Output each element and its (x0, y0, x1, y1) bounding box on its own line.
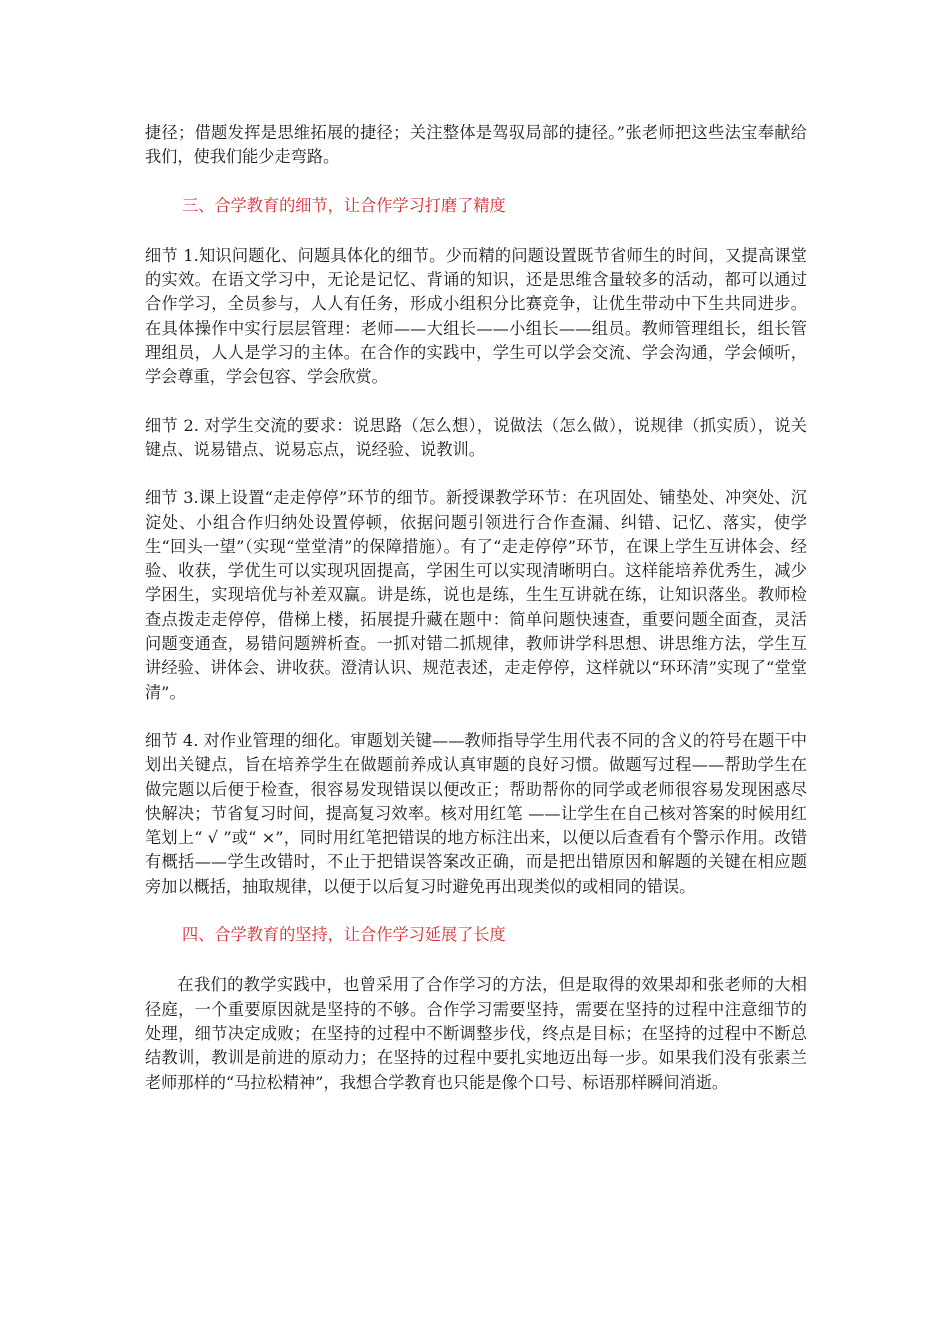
detail-4-paragraph: 细节 4. 对作业管理的细化。审题划关键——教师指导学生用代表不同的含义的符号在题干中划出关键点，旨在培养学生在做题前养成认真审题的良好习惯。做题写过程——帮助学生在做完题以后便于检查，很容易发现错误以便改正；帮助帮你的同学或老师很容易发现困惑尽快解决；节省复习时间，提高复习效率。核对用红笔 ——让学生在自己核对答案的时候用红笔划上“ √ ”或“ ×”，同时用红笔把错误的地方标注出来，以便以后查看有个警示作用。改错有概括——学生改错时，不止于把错误答案改正确，而是把出错原因和解题的关键在相应题旁加以概括，抽取规律，以便于以后复习时避免再出现类似的或相同的错误。 (145, 730, 807, 896)
detail-3-paragraph: 细节 3.课上设置“走走停停”环节的细节。新授课教学环节：在巩固处、铺垫处、冲突处、沉淀处、小组合作归纳处设置停顿，依据问题引领进行合作查漏、纠错、记忆、落实，使学生“回头一望”（实现“堂堂清”的保障措施）。有了“走走停停”环节，在课上学生互讲体会、经验、收获，学优生可以实现巩固提高，学困生可以实现清晰明白。这样能培养优秀生，减少学困生，实现培优与补差双赢。讲是练，说也是练，生生互讲就在练，让知识落坐。教师检查点拨走走停停，借梯上楼，拓展提升藏在题中：简单问题快速查，重要问题全面查，灵活问题变通查，易错问题辨析查。一抓对错二抓规律，教师讲学科思想、讲思维方法，学生互讲经验、讲体会、讲收获。澄清认识、规范表述，走走停停，这样就以“环环清”实现了“堂堂清”。 (145, 488, 807, 702)
section-3-heading: 三、合学教育的细节，让合作学习打磨了精度 (182, 195, 506, 215)
detail-2-paragraph: 细节 2. 对学生交流的要求：说思路（怎么想），说做法（怎么做），说规律（抓实质），说关键点、说易错点、说易忘点，说经验、说教训。 (145, 415, 807, 459)
section-4-heading: 四、合学教育的坚持，让合作学习延展了长度 (182, 925, 506, 945)
detail-1-paragraph: 细节 1.知识问题化、问题具体化的细节。少而精的问题设置既节省师生的时间，又提高课堂的实效。在语文学习中，无论是记忆、背诵的知识，还是思维含量较多的活动，都可以通过合作学习，全员参与，人人有任务，形成小组积分比赛竞争，让优生带动中下生共同进步。在具体操作中实行层层管理：老师——大组长——小组长——组员。教师管理组长，组长管理组员，人人是学习的主体。在合作的实践中，学生可以学会交流、学会沟通，学会倾听，学会尊重，学会包容、学会欣赏。 (145, 245, 807, 387)
intro-tail-paragraph: 捷径；借题发挥是思维拓展的捷径；关注整体是驾驭局部的捷径。”张老师把这些法宝奉献给我们，使我们能少走弯路。 (145, 123, 807, 167)
conclusion-paragraph: 在我们的教学实践中，也曾采用了合作学习的方法，但是取得的效果却和张老师的大相径庭，一个重要原因就是坚持的不够。合作学习需要坚持，需要在坚持的过程中注意细节的处理，细节决定成败；在坚持的过程中不断调整步伐，终点是目标；在坚持的过程中不断总结教训，教训是前进的原动力；在坚持的过程中要扎实地迈出每一步。如果我们没有张素兰老师那样的“马拉松精神”，我想合学教育也只能是像个口号、标语那样瞬间消逝。 (145, 975, 807, 1092)
document-page (145, 121, 807, 1095)
